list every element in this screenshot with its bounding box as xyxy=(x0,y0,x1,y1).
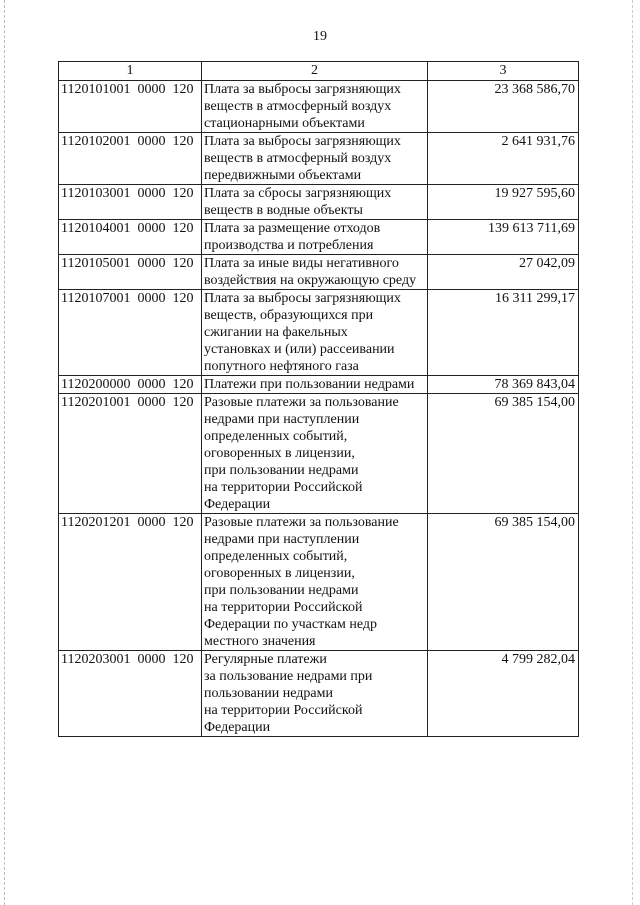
table-row xyxy=(59,185,579,220)
revenue-name-line: недрами при наступлении xyxy=(204,412,360,427)
revenue-name-line: местного значения xyxy=(204,634,316,649)
classification-code: 1120104001 0000 120 xyxy=(59,220,202,255)
page-number: 19 xyxy=(313,29,327,44)
revenue-name-line: веществ, образующихся при xyxy=(204,308,374,323)
revenue-name-line: воздействия на окружающую среду xyxy=(204,273,417,288)
revenue-amount: 4 799 282,04 xyxy=(428,651,579,737)
table-row xyxy=(59,133,579,185)
revenue-name-line: Плата за выбросы загрязняющих xyxy=(204,82,401,97)
column-header-amount: 3 xyxy=(428,62,579,81)
table-header-row xyxy=(59,62,579,81)
classification-code: 1120201201 0000 120 xyxy=(59,514,202,651)
revenue-name xyxy=(202,290,428,376)
classification-code: 1120201001 0000 120 xyxy=(59,394,202,514)
revenue-amount: 78 369 843,04 xyxy=(428,376,579,394)
revenue-name xyxy=(202,376,428,394)
table-row xyxy=(59,290,579,376)
revenue-name-line: на территории Российской xyxy=(204,480,363,495)
table-body xyxy=(59,81,579,737)
revenue-name-line: пользовании недрами xyxy=(204,686,333,701)
revenue-name-line: веществ в атмосферный воздух xyxy=(204,99,392,114)
revenue-name-line: при пользовании недрами xyxy=(204,583,359,598)
table-row xyxy=(59,514,579,651)
revenue-amount: 16 311 299,17 xyxy=(428,290,579,376)
revenue-name xyxy=(202,133,428,185)
revenue-name-line: за пользование недрами при xyxy=(204,669,373,684)
revenue-name-line: Плата за выбросы загрязняющих xyxy=(204,134,401,149)
revenue-name-line: Платежи при пользовании недрами xyxy=(204,377,415,392)
revenue-name-line: Регулярные платежи xyxy=(204,652,327,667)
revenue-amount: 19 927 595,60 xyxy=(428,185,579,220)
revenue-name-line: Плата за иные виды негативного xyxy=(204,256,399,271)
revenue-amount: 69 385 154,00 xyxy=(428,514,579,651)
table-row xyxy=(59,255,579,290)
revenue-amount: 27 042,09 xyxy=(428,255,579,290)
revenue-name-line: попутного нефтяного газа xyxy=(204,359,359,374)
revenue-name xyxy=(202,185,428,220)
revenue-name-line: Разовые платежи за пользование xyxy=(204,395,399,410)
classification-code: 1120105001 0000 120 xyxy=(59,255,202,290)
revenue-name-line: при пользовании недрами xyxy=(204,463,359,478)
revenue-name-line: сжигании на факельных xyxy=(204,325,348,340)
revenue-name-line: на территории Российской xyxy=(204,600,363,615)
revenue-name-line: Федерации по участкам недр xyxy=(204,617,378,632)
revenue-name-line: веществ в атмосферный воздух xyxy=(204,151,392,166)
revenue-amount: 23 368 586,70 xyxy=(428,81,579,133)
revenue-name-line: оговоренных в лицензии, xyxy=(204,446,355,461)
revenue-name xyxy=(202,255,428,290)
revenue-name xyxy=(202,651,428,737)
classification-code: 1120107001 0000 120 xyxy=(59,290,202,376)
revenue-name-line: оговоренных в лицензии, xyxy=(204,566,355,581)
table-row xyxy=(59,220,579,255)
scan-edge-left xyxy=(4,0,6,905)
classification-code: 1120102001 0000 120 xyxy=(59,133,202,185)
column-header-name: 2 xyxy=(202,62,428,81)
revenue-table xyxy=(58,61,579,737)
classification-code: 1120200000 0000 120 xyxy=(59,376,202,394)
revenue-name-line: веществ в водные объекты xyxy=(204,203,363,218)
table-row xyxy=(59,81,579,133)
revenue-name-line: на территории Российской xyxy=(204,703,363,718)
revenue-amount: 139 613 711,69 xyxy=(428,220,579,255)
scan-edge-right xyxy=(632,0,634,905)
revenue-name-line: передвижными объектами xyxy=(204,168,362,183)
revenue-name-line: Плата за сбросы загрязняющих xyxy=(204,186,392,201)
revenue-name-line: определенных событий, xyxy=(204,429,348,444)
revenue-amount: 2 641 931,76 xyxy=(428,133,579,185)
revenue-amount: 69 385 154,00 xyxy=(428,394,579,514)
revenue-name xyxy=(202,81,428,133)
revenue-name-line: установках и (или) рассеивании xyxy=(204,342,395,357)
revenue-name-line: Плата за размещение отходов xyxy=(204,221,381,236)
revenue-name-line: Федерации xyxy=(204,497,271,512)
classification-code: 1120103001 0000 120 xyxy=(59,185,202,220)
table-row xyxy=(59,651,579,737)
revenue-name-line: стационарными объектами xyxy=(204,116,365,131)
revenue-name-line: Федерации xyxy=(204,720,271,735)
classification-code: 1120101001 0000 120 xyxy=(59,81,202,133)
table-row xyxy=(59,394,579,514)
classification-code: 1120203001 0000 120 xyxy=(59,651,202,737)
revenue-name-line: производства и потребления xyxy=(204,238,374,253)
revenue-name xyxy=(202,220,428,255)
revenue-name xyxy=(202,394,428,514)
revenue-name-line: Плата за выбросы загрязняющих xyxy=(204,291,401,306)
revenue-name-line: Разовые платежи за пользование xyxy=(204,515,399,530)
revenue-name-line: определенных событий, xyxy=(204,549,348,564)
column-header-code: 1 xyxy=(59,62,202,81)
revenue-name-line: недрами при наступлении xyxy=(204,532,360,547)
table-row xyxy=(59,376,579,394)
revenue-name xyxy=(202,514,428,651)
